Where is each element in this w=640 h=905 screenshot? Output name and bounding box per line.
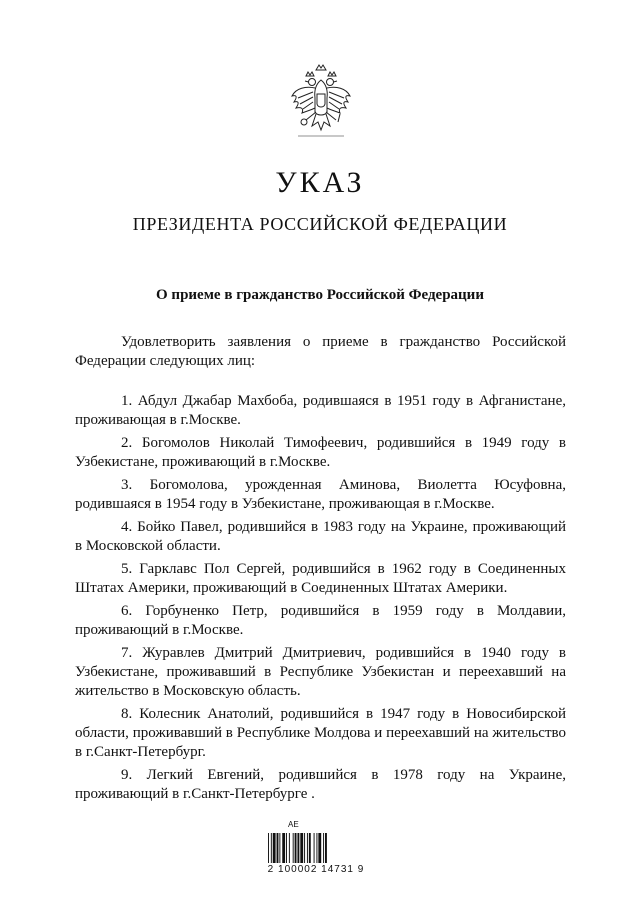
list-item: 3. Богомолова, урожденная Аминова, Виолетта Юсуфовна, родившаяся в 1954 году в Узбекистане, проживающая в г.Москве. — [75, 477, 566, 512]
list-item: 1. Абдул Джабар Махбоба, родившаяся в 1951 году в Афганистане, проживающая в г.Москве. — [75, 393, 566, 428]
list-item: 7. Журавлев Дмитрий Дмитриевич, родившийся в 1940 году в Узбекистане, проживавший в Республике Узбекистан и переехавший на жительство в Московскую область. — [75, 645, 566, 699]
intro-paragraph: Удовлетворить заявления о приеме в гражданство Российской Федерации следующих лиц: — [75, 334, 566, 369]
decree-subtitle: ПРЕЗИДЕНТА РОССИЙСКОЙ ФЕДЕРАЦИИ — [132, 214, 508, 234]
list-item: 4. Бойко Павел, родившийся в 1983 году на Украине, проживающий в Московской области. — [75, 519, 566, 554]
list-item: 8. Колесник Анатолий, родившийся в 1947 году в Новосибирской области, проживавший в Республике Молдова и переехавший на жительство в г.Санкт-Петербург. — [75, 706, 566, 760]
barcode — [266, 833, 366, 863]
decree-title: УКАЗ — [275, 166, 365, 199]
russian-coat-of-arms-icon — [286, 62, 356, 142]
list-item: 6. Горбуненко Петр, родившийся в 1959 году в Молдавии, проживающий в г.Москве. — [75, 603, 566, 638]
barcode-number: 2 100002 14731 9 — [267, 864, 365, 875]
stamp-mark: АЕ — [288, 820, 299, 829]
list-item: 9. Легкий Евгений, родившийся в 1978 году на Украине, проживающий в г.Санкт-Петербурге . — [75, 767, 566, 802]
registration-stamp — [256, 820, 376, 880]
list-item: 2. Богомолов Николай Тимофеевич, родившийся в 1949 году в Узбекистане, проживающий в г.Москве. — [75, 435, 566, 470]
list-item: 5. Гарклавс Пол Сергей, родившийся в 1962 году в Соединенных Штатах Америки, проживающий в Соединенных Штатах Америки. — [75, 561, 566, 596]
citizens-list — [75, 392, 566, 808]
document-heading: О приеме в гражданство Российской Федерации — [156, 287, 484, 303]
